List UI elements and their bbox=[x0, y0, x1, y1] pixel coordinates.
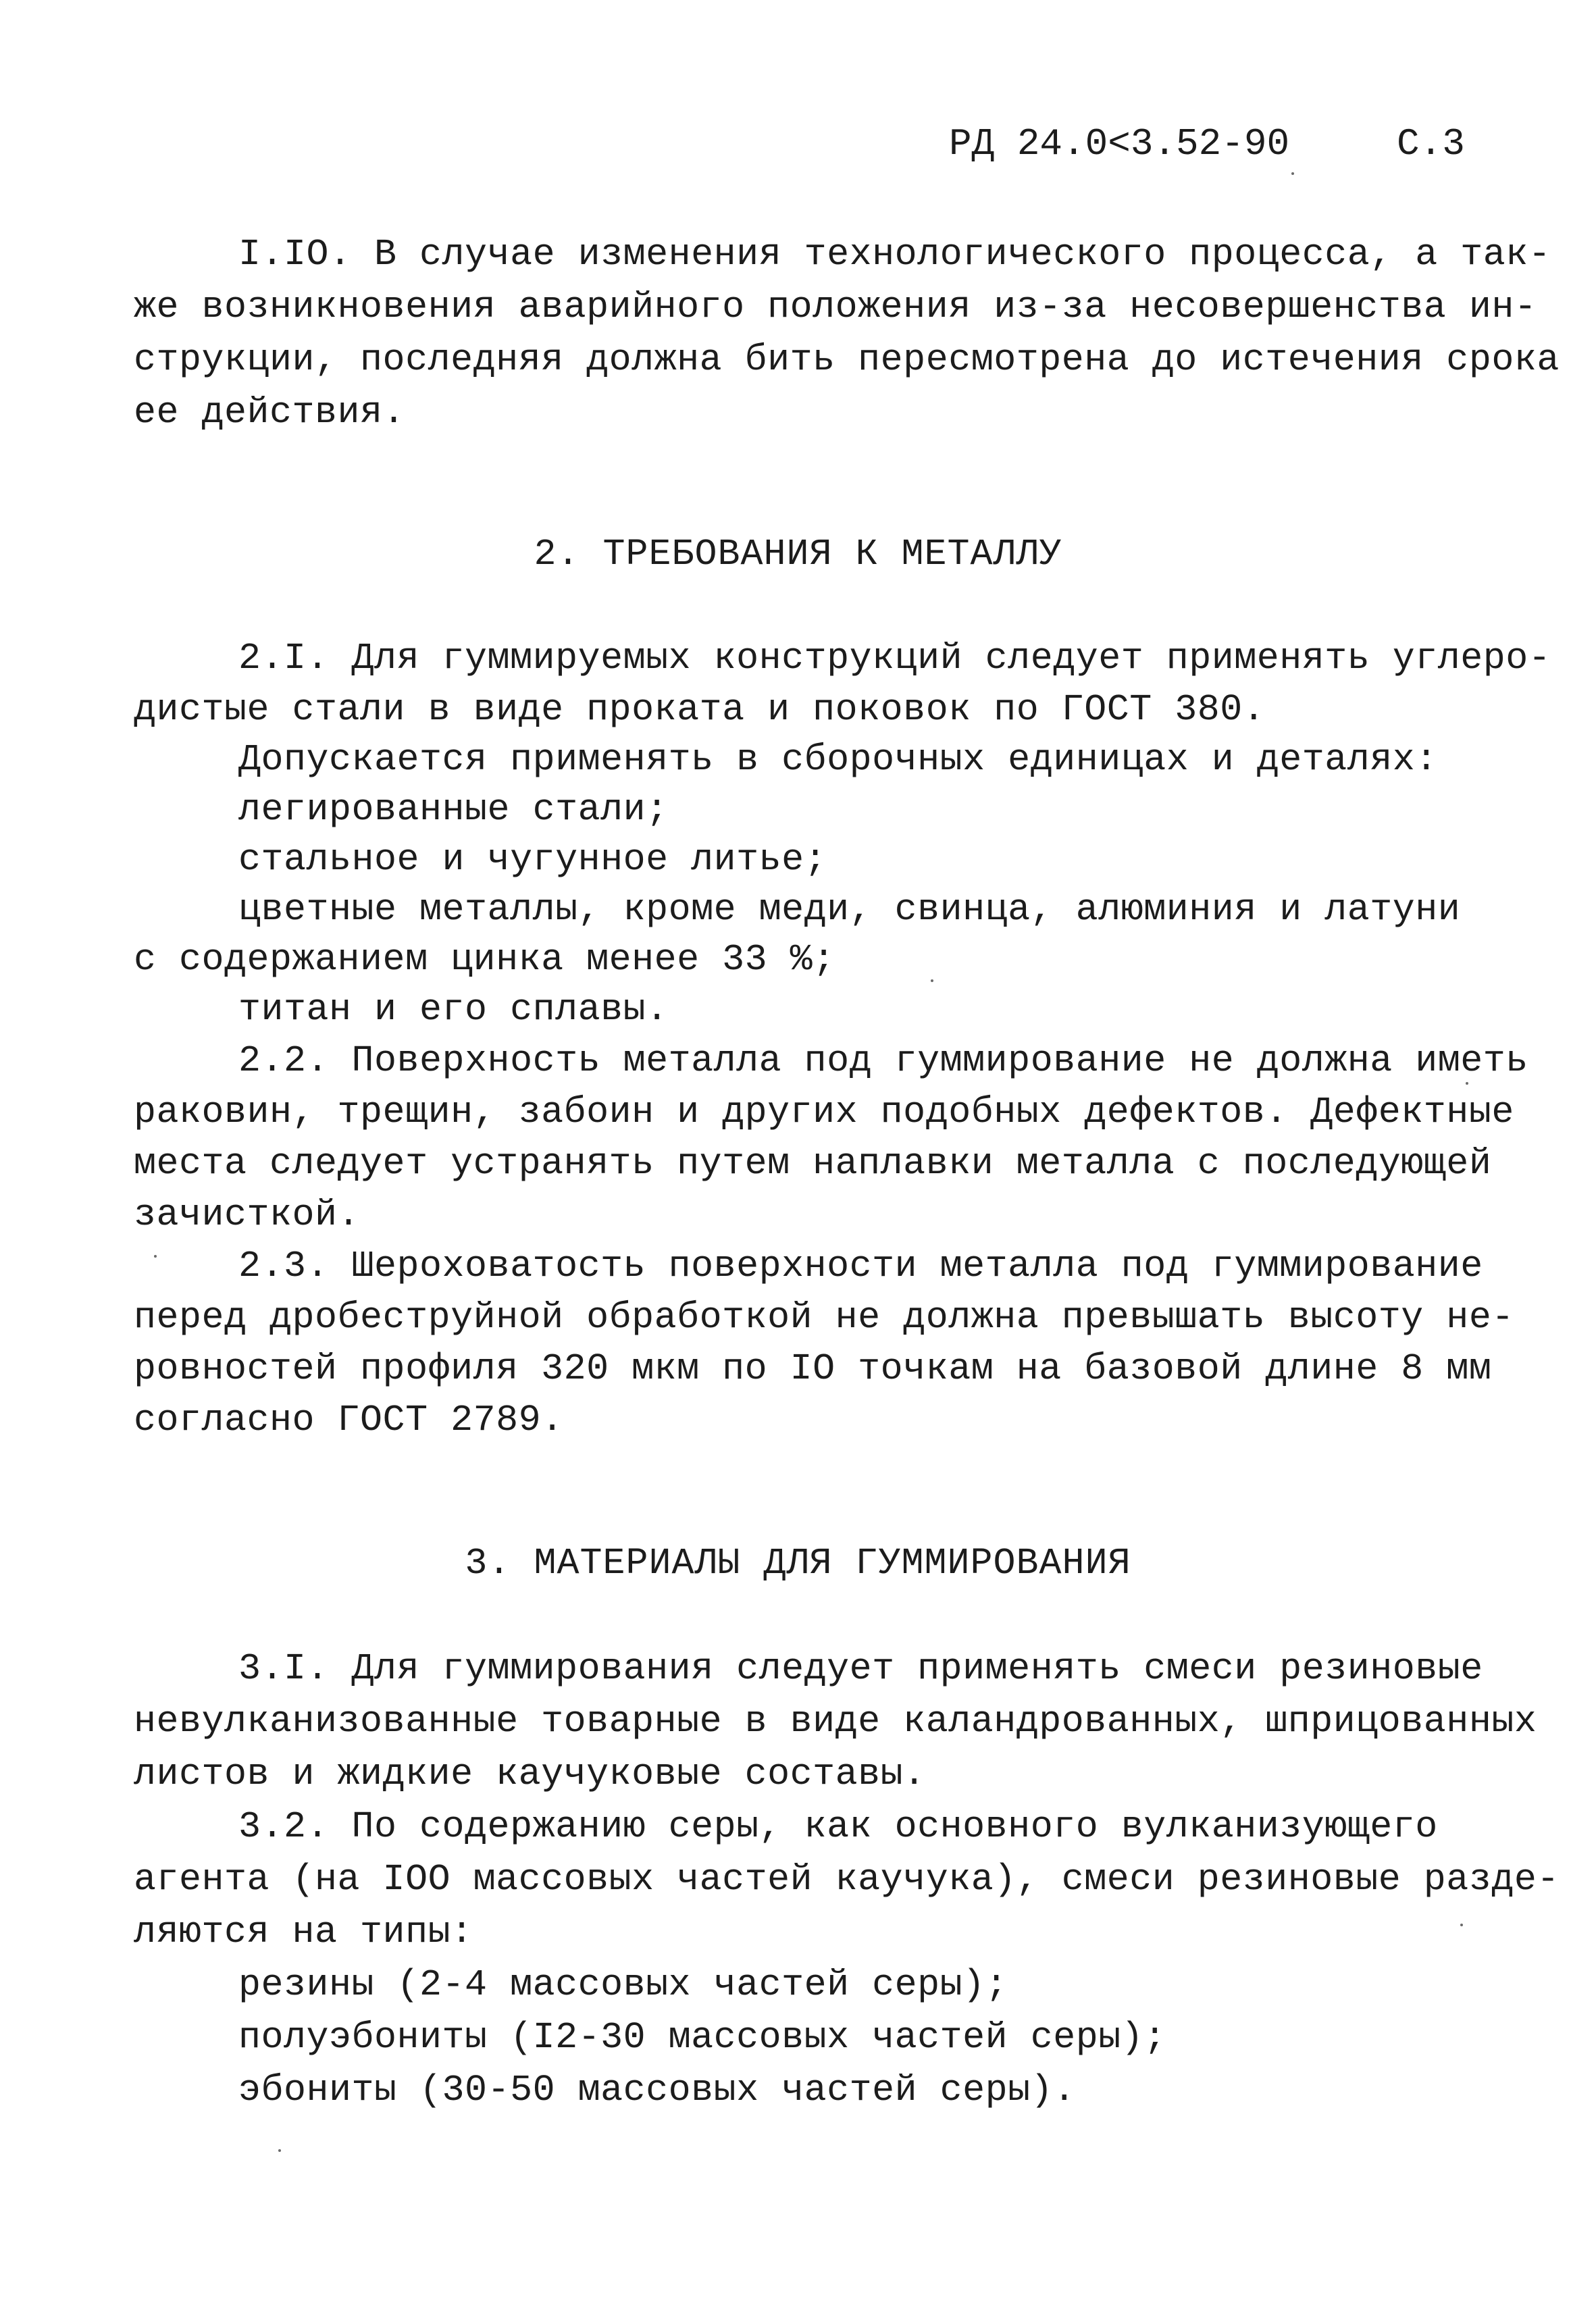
list-item: цветные металлы, кроме меди, свинца, алюминия и латуни bbox=[238, 888, 1461, 931]
scan-speck bbox=[1460, 1924, 1463, 1926]
list-item: полуэбониты (I2-30 массовых частей серы); bbox=[238, 2016, 1166, 2059]
paragraph-line: ляются на типы: bbox=[134, 1911, 473, 1953]
section-heading: 3. МАТЕРИАЛЫ ДЛЯ ГУММИРОВАНИЯ bbox=[465, 1542, 1131, 1585]
paragraph-line: ровностей профиля 320 мкм по IO точкам на базовой длине 8 мм bbox=[134, 1347, 1492, 1390]
paragraph-line: струкции, последняя должна бить пересмотрена до истечения срока bbox=[134, 338, 1560, 381]
scan-speck bbox=[931, 979, 933, 982]
list-item: эбониты (30-50 массовых частей серы). bbox=[238, 2069, 1076, 2111]
paragraph-line: согласно ГОСТ 2789. bbox=[134, 1399, 564, 1441]
paragraph-line: невулканизованные товарные в виде каландрованных, шприцованных bbox=[134, 1700, 1537, 1743]
list-item: титан и его сплавы. bbox=[238, 988, 669, 1031]
paragraph-line: раковин, трещин, забоин и других подобных дефектов. Дефектные bbox=[134, 1091, 1514, 1133]
paragraph-line: 2.2. Поверхность металла под гуммирование не должна иметь bbox=[238, 1039, 1528, 1082]
section-heading: 2. ТРЕБОВАНИЯ К МЕТАЛЛУ bbox=[534, 533, 1062, 575]
list-item: легированные стали; bbox=[238, 788, 669, 831]
paragraph-line: 3.2. По содержанию серы, как основного вулканизующего bbox=[238, 1805, 1438, 1848]
paragraph-line: перед дробеструйной обработкой не должна превышать высоту не- bbox=[134, 1296, 1514, 1339]
paragraph-line: листов и жидкие каучуковые составы. bbox=[134, 1753, 926, 1795]
paragraph-line: 2.3. Шероховатость поверхности металла под гуммирование bbox=[238, 1245, 1483, 1287]
paragraph-line: места следует устранять путем наплавки металла с последующей bbox=[134, 1142, 1492, 1185]
scan-speck bbox=[1291, 172, 1294, 175]
scan-speck bbox=[154, 1255, 157, 1258]
document-code: РД 24.0<3.52-90 bbox=[949, 122, 1290, 165]
paragraph-line: же возникновения аварийного положения из-за несовершенства ин- bbox=[134, 286, 1537, 328]
scan-speck bbox=[278, 2149, 281, 2152]
paragraph-line: дистые стали в виде проката и поковок по ГОСТ 380. bbox=[134, 688, 1266, 731]
paragraph-line: 2.I. Для гуммируемых конструкций следует применять углеро- bbox=[238, 637, 1551, 679]
list-item: с содержанием цинка менее 33 %; bbox=[134, 938, 835, 981]
paragraph-line: 3.I. Для гуммирования следует применять смеси резиновые bbox=[238, 1647, 1483, 1690]
scan-speck bbox=[1466, 1082, 1468, 1085]
paragraph-line: I.IO. В случае изменения технологического процесса, а так- bbox=[238, 233, 1551, 276]
page-number: С.3 bbox=[1397, 122, 1465, 165]
paragraph-line: агента (на IOO массовых частей каучука), смеси резиновые разде- bbox=[134, 1858, 1560, 1901]
paragraph-line: Допускается применять в сборочных единицах и деталях: bbox=[238, 738, 1438, 781]
list-item: стальное и чугунное литье; bbox=[238, 838, 827, 881]
paragraph-line: зачисткой. bbox=[134, 1193, 361, 1236]
paragraph-line: ее действия. bbox=[134, 391, 406, 434]
list-item: резины (2-4 массовых частей серы); bbox=[238, 1963, 1008, 2006]
